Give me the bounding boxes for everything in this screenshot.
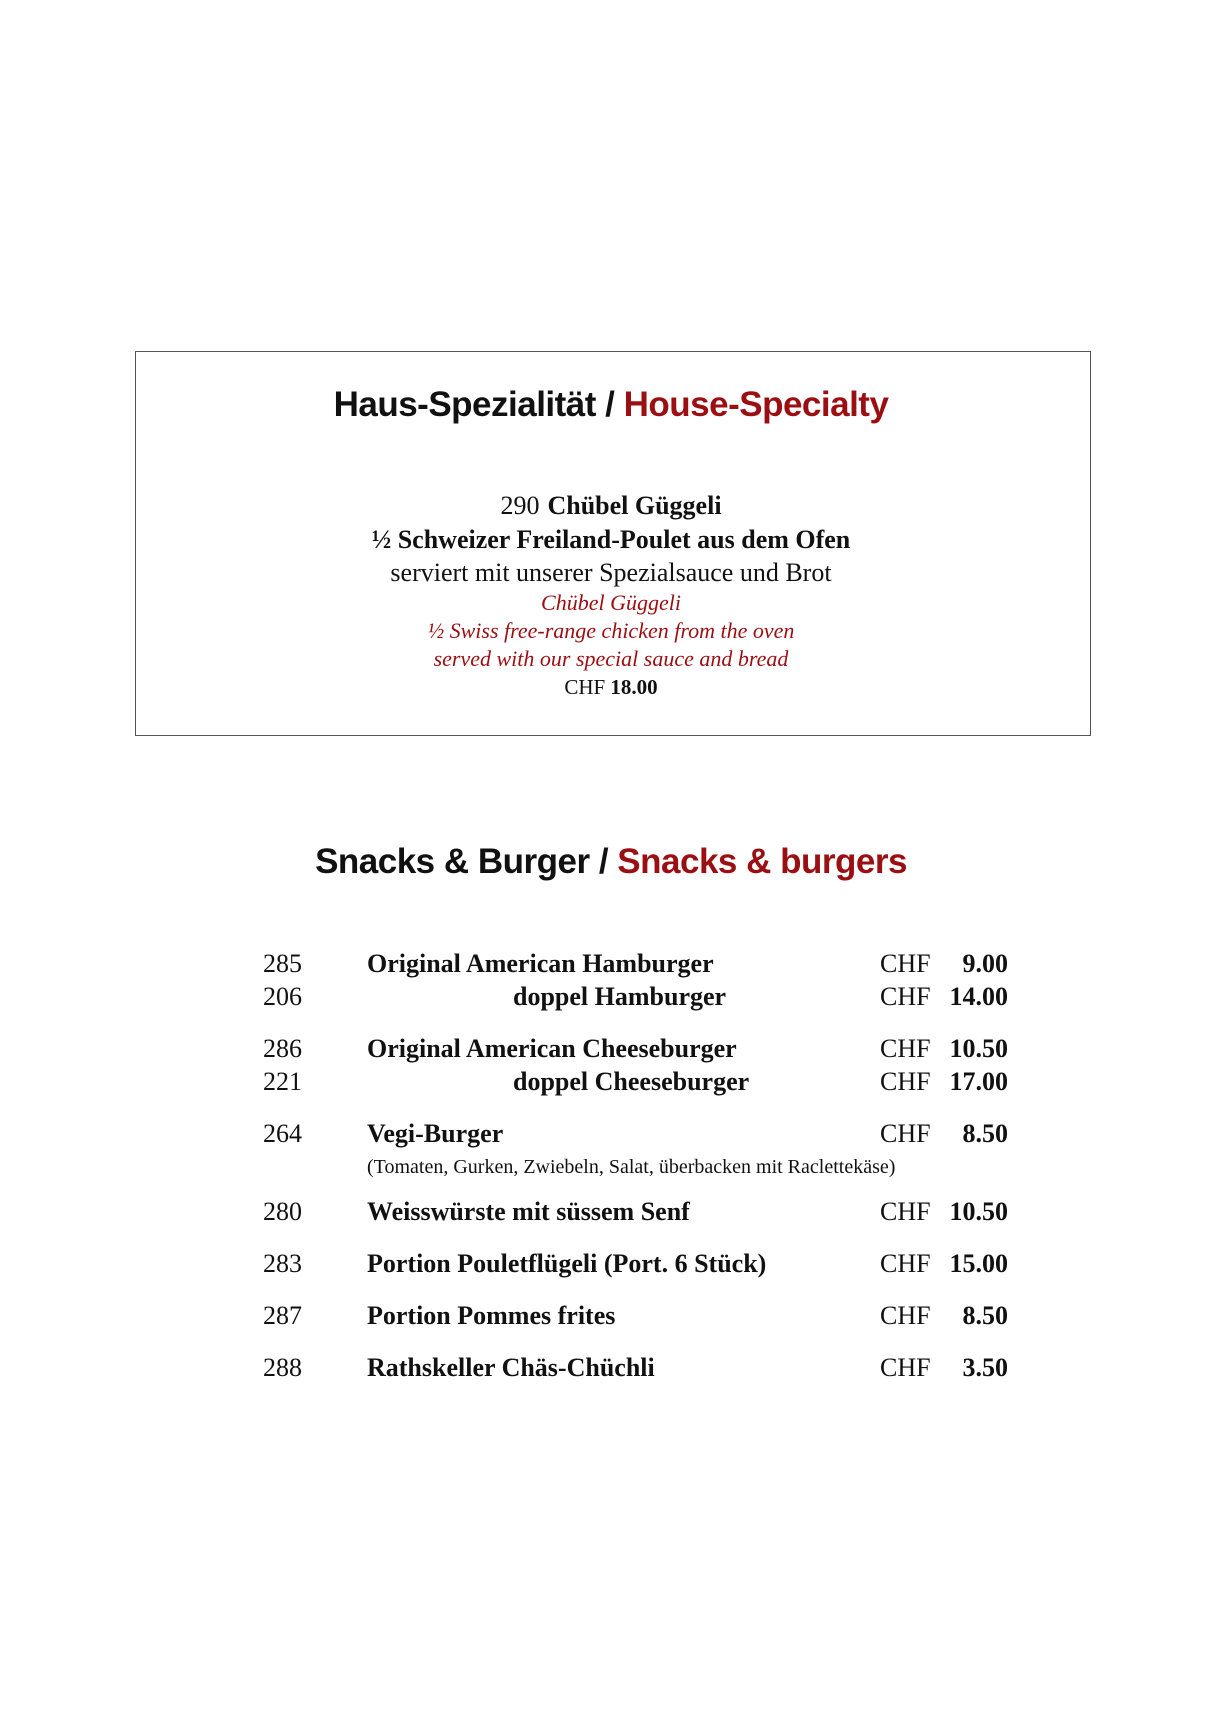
item-description-en: served with our special sauce and bread — [433, 646, 789, 671]
item-currency: CHF — [880, 982, 931, 1011]
item-currency: CHF — [880, 949, 931, 978]
menu-item — [0, 1249, 1222, 1283]
item-subtitle-de: ½ Schweizer Freiland-Poulet aus dem Ofen — [371, 525, 851, 554]
item-number: 287 — [263, 1301, 302, 1330]
item-price: 9.00 — [962, 949, 1008, 978]
menu-item — [0, 949, 1222, 983]
item-currency: CHF — [880, 1119, 931, 1148]
item-number: 283 — [263, 1249, 302, 1278]
item-price: 17.00 — [949, 1067, 1008, 1096]
price-value: 18.00 — [610, 675, 658, 699]
item-number: 221 — [263, 1067, 302, 1096]
item-price: 8.50 — [962, 1119, 1008, 1148]
house-specialty-item — [0, 489, 1222, 701]
item-name-en: Chübel Güggeli — [541, 590, 681, 615]
menu-item — [0, 1353, 1222, 1387]
item-price: 14.00 — [949, 982, 1008, 1011]
item-number: 288 — [263, 1353, 302, 1382]
item-price: 3.50 — [962, 1353, 1008, 1382]
heading-de: Haus-Spezialität / — [333, 385, 615, 424]
menu-item — [0, 982, 1222, 1016]
item-price: 8.50 — [962, 1301, 1008, 1330]
item-number: 285 — [263, 949, 302, 978]
item-name: Original American Cheeseburger — [367, 1034, 737, 1063]
menu-item — [0, 1119, 1222, 1153]
item-number: 286 — [263, 1034, 302, 1063]
menu-item — [0, 1034, 1222, 1068]
item-currency: CHF — [880, 1301, 931, 1330]
menu-item — [0, 1197, 1222, 1231]
heading-en: House-Specialty — [623, 385, 889, 424]
item-name: Vegi-Burger — [367, 1119, 504, 1148]
item-price: 10.50 — [949, 1197, 1008, 1226]
item-price: 10.50 — [949, 1034, 1008, 1063]
item-name: Original American Hamburger — [367, 949, 714, 978]
item-subtitle-en: ½ Swiss free-range chicken from the oven — [427, 618, 795, 643]
item-name: Portion Pouletflügeli (Port. 6 Stück) — [367, 1249, 767, 1278]
item-number: 264 — [263, 1119, 302, 1148]
item-currency: CHF — [880, 1249, 931, 1278]
item-price — [0, 673, 1222, 701]
item-currency: CHF — [880, 1197, 931, 1226]
item-currency: CHF — [880, 1067, 931, 1096]
snacks-heading — [0, 842, 1222, 882]
item-name: doppel Hamburger — [513, 982, 727, 1011]
item-name: Weisswürste mit süssem Senf — [367, 1197, 690, 1226]
item-number: 206 — [263, 982, 302, 1011]
item-description-de: serviert mit unserer Spezialsauce und Brot — [390, 558, 832, 587]
item-number: 290 — [500, 491, 540, 520]
item-price: 15.00 — [949, 1249, 1008, 1278]
item-currency: CHF — [880, 1034, 931, 1063]
item-name-de: Chübel Güggeli — [547, 491, 722, 520]
item-note: (Tomaten, Gurken, Zwiebeln, Salat, überbacken mit Raclettekäse) — [367, 1156, 896, 1178]
house-specialty-heading — [0, 385, 1222, 425]
item-number: 280 — [263, 1197, 302, 1226]
item-name: Portion Pommes frites — [367, 1301, 616, 1330]
item-name: Rathskeller Chäs-Chüchli — [367, 1353, 655, 1382]
item-name: doppel Cheeseburger — [513, 1067, 750, 1096]
menu-item — [0, 1301, 1222, 1335]
menu-item — [0, 1067, 1222, 1101]
price-currency: CHF — [564, 675, 606, 699]
item-currency: CHF — [880, 1353, 931, 1382]
heading-de: Snacks & Burger / — [315, 842, 609, 881]
heading-en: Snacks & burgers — [617, 842, 907, 881]
